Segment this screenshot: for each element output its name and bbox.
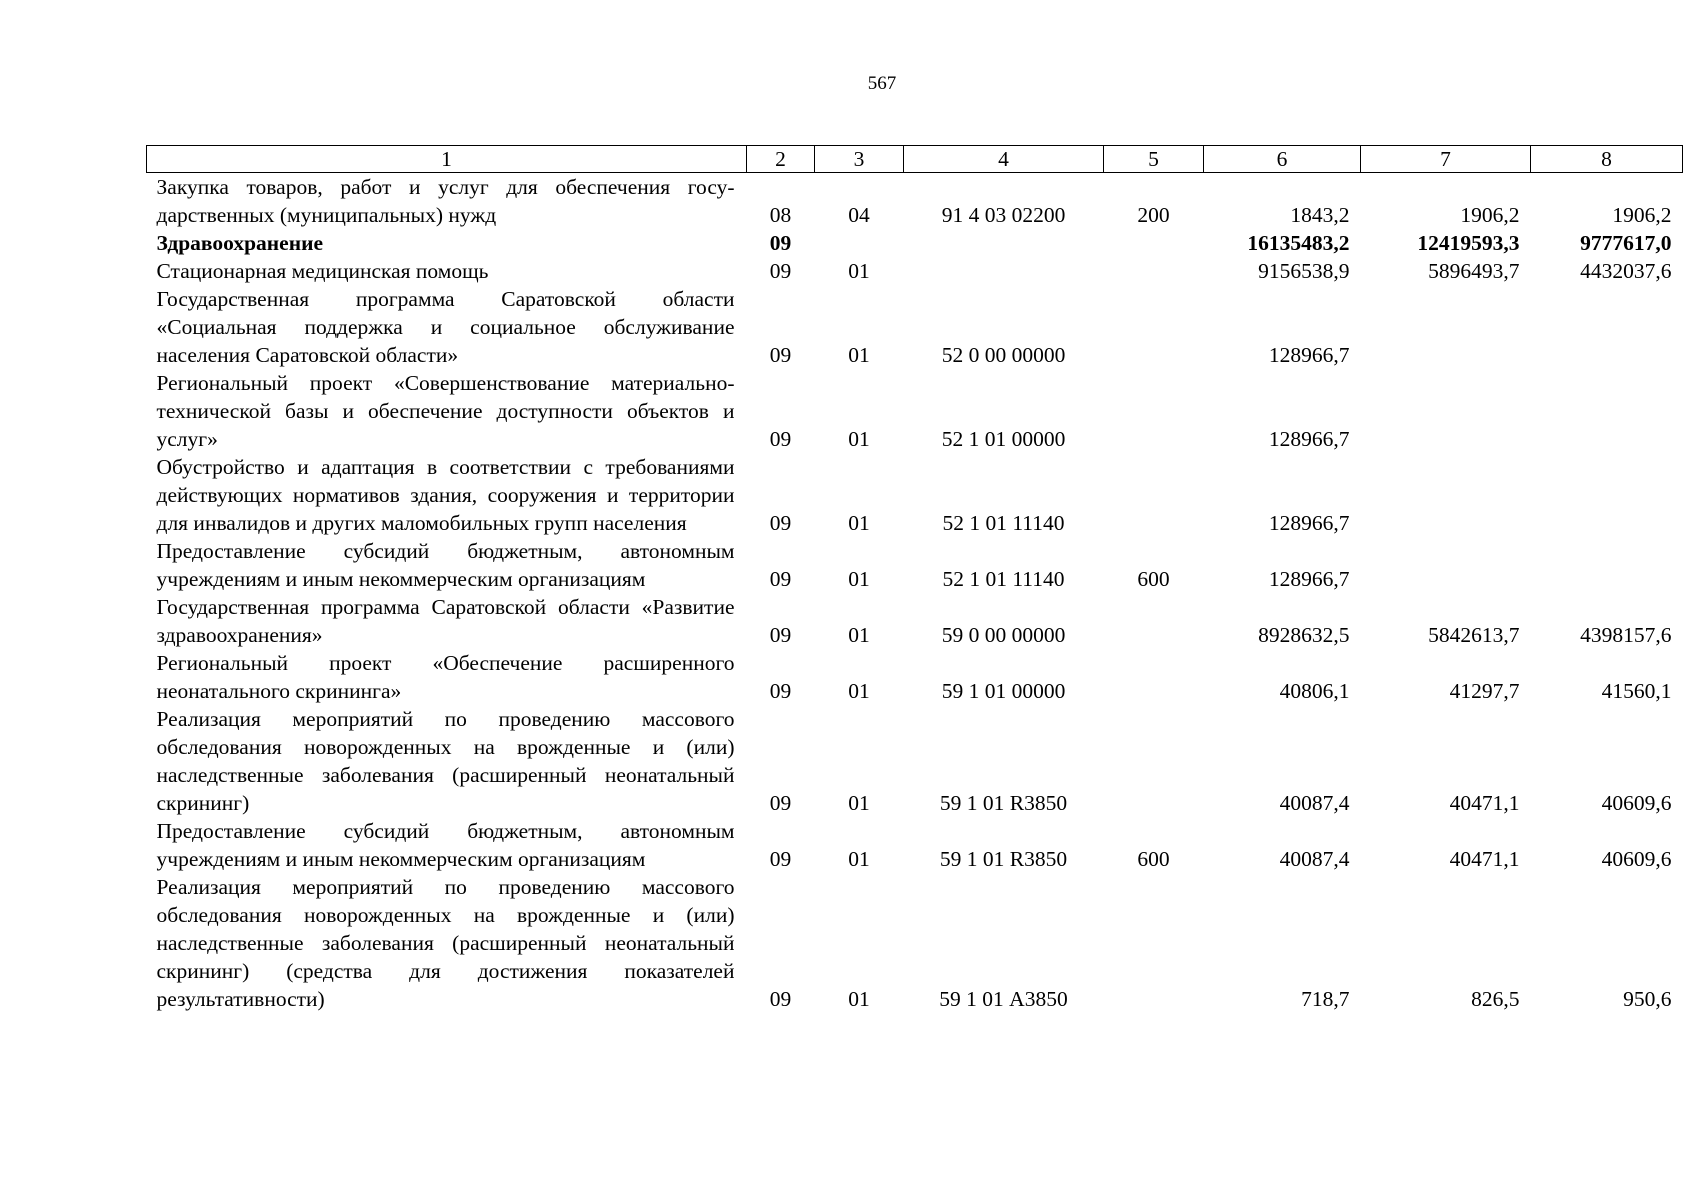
row-amount-col-6: 40087,4 <box>1279 791 1350 815</box>
table-row <box>147 649 1683 705</box>
row-amount-col-8: 9777617,0 <box>1580 231 1672 255</box>
row-section-code: 09 <box>769 791 792 815</box>
header-row <box>147 146 1683 173</box>
row-target-code: 52 0 00 00000 <box>941 343 1066 367</box>
row-expense-type-code: 600 <box>1137 847 1170 871</box>
row-target-code <box>904 229 1104 257</box>
row-name: Предоставление субсидий бюджетным, автономным учреждениям и иным некоммерческим организациям <box>156 819 735 871</box>
table-row <box>147 173 1683 230</box>
row-amount-col-8: 40609,6 <box>1601 847 1672 871</box>
row-name: Здравоохранение <box>156 231 324 255</box>
row-amount-col-6: 718,7 <box>1301 987 1350 1011</box>
row-subsection-code: 01 <box>848 259 870 283</box>
row-amount-col-8: 41560,1 <box>1601 679 1672 703</box>
table-header <box>147 146 1683 173</box>
row-amount-col-6: 40087,4 <box>1279 847 1350 871</box>
row-amount-col-8: 4432037,6 <box>1580 259 1672 283</box>
row-amount-col-6: 1843,2 <box>1290 203 1350 227</box>
row-amount-col-7: 826,5 <box>1471 987 1520 1011</box>
row-amount-col-7: 5896493,7 <box>1428 259 1520 283</box>
row-expense-type-code <box>1104 369 1204 453</box>
row-name: Реализация мероприятий по проведению массового обследования новорожденных на врожденные и (или) наследственные заболевания (расширенный неонатальный скрининг) (средства для достижения показателей результативности) <box>156 875 735 1011</box>
row-name: Предоставление субсидий бюджетным, автономным учреждениям и иным некоммерческим организациям <box>156 539 735 591</box>
row-expense-type-code: 200 <box>1137 203 1170 227</box>
table-row <box>147 285 1683 369</box>
row-amount-col-6: 9156538,9 <box>1258 259 1350 283</box>
row-subsection-code: 01 <box>848 427 870 451</box>
row-section-code: 09 <box>769 567 792 591</box>
row-amount-col-6: 16135483,2 <box>1247 231 1350 255</box>
row-amount-col-6: 128966,7 <box>1268 343 1350 367</box>
row-expense-type-code <box>1104 453 1204 537</box>
header-col-6: 6 <box>1204 146 1361 173</box>
row-section-code: 09 <box>769 259 792 283</box>
row-subsection-code: 01 <box>848 623 870 647</box>
row-amount-col-7 <box>1361 369 1531 453</box>
table-body <box>147 173 1683 1014</box>
table-row <box>147 537 1683 593</box>
row-amount-col-7: 1906,2 <box>1460 203 1520 227</box>
row-section-code: 09 <box>769 847 792 871</box>
row-amount-col-7: 40471,1 <box>1449 847 1520 871</box>
row-expense-type-code <box>1104 229 1204 257</box>
row-amount-col-7 <box>1361 285 1531 369</box>
row-subsection-code: 01 <box>848 847 870 871</box>
row-name: Стационарная медицинская помощь <box>156 259 489 283</box>
row-subsection-code: 01 <box>848 567 870 591</box>
row-name: Реализация мероприятий по проведению массового обследования новорожденных на врожденные и (или) наследственные заболевания (расширенный неонатальный скрининг) <box>156 707 735 815</box>
row-expense-type-code: 600 <box>1137 567 1170 591</box>
row-amount-col-8: 40609,6 <box>1601 791 1672 815</box>
row-section-code: 08 <box>769 203 792 227</box>
row-amount-col-7 <box>1361 537 1531 593</box>
row-expense-type-code <box>1104 285 1204 369</box>
row-target-code: 52 1 01 11140 <box>942 567 1065 591</box>
row-subsection-code: 04 <box>848 203 870 227</box>
row-target-code: 59 1 01 А3850 <box>939 987 1068 1011</box>
row-name: Государственная программа Саратовской области «Социальная поддержка и социальное обслуживание населения Саратовской области» <box>156 287 735 367</box>
row-expense-type-code <box>1104 705 1204 817</box>
row-subsection-code: 01 <box>848 343 870 367</box>
header-col-3: 3 <box>815 146 904 173</box>
row-name: Закупка товаров, работ и услуг для обеспечения государственных (муниципальных) нужд <box>156 175 735 227</box>
row-amount-col-8: 4398157,6 <box>1580 623 1672 647</box>
row-target-code: 59 0 00 00000 <box>941 623 1066 647</box>
table-row <box>147 817 1683 873</box>
table-row <box>147 705 1683 817</box>
table-row <box>147 369 1683 453</box>
row-target-code: 52 1 01 00000 <box>941 427 1066 451</box>
row-section-code: 09 <box>769 623 792 647</box>
row-section-code: 09 <box>769 987 792 1011</box>
header-col-5: 5 <box>1104 146 1204 173</box>
row-subsection-code: 01 <box>848 987 870 1011</box>
row-amount-col-8 <box>1531 369 1683 453</box>
header-col-2: 2 <box>747 146 815 173</box>
row-subsection-code <box>815 229 904 257</box>
row-amount-col-6: 128966,7 <box>1268 567 1350 591</box>
table-row <box>147 593 1683 649</box>
table-row <box>147 453 1683 537</box>
row-name: Региональный проект «Совершенствование материально-технической базы и обеспечение доступности объектов и услуг» <box>156 371 735 451</box>
row-target-code: 59 1 01 R3850 <box>939 847 1068 871</box>
row-amount-col-6: 128966,7 <box>1268 511 1350 535</box>
row-amount-col-6: 40806,1 <box>1279 679 1350 703</box>
row-subsection-code: 01 <box>848 791 870 815</box>
row-section-code: 09 <box>769 679 792 703</box>
row-name: Обустройство и адаптация в соответствии с требованиями действующих нормативов здания, сооружения и территории для инвалидов и других маломобильных групп населения <box>156 455 735 535</box>
header-col-4: 4 <box>904 146 1104 173</box>
row-expense-type-code <box>1104 873 1204 1013</box>
row-amount-col-7: 12419593,3 <box>1417 231 1520 255</box>
row-amount-col-8 <box>1531 453 1683 537</box>
row-name: Государственная программа Саратовской области «Развитие здравоохранения» <box>156 595 735 647</box>
row-target-code <box>904 257 1104 285</box>
row-amount-col-6: 8928632,5 <box>1258 623 1350 647</box>
row-amount-col-8: 950,6 <box>1623 987 1672 1011</box>
row-target-code: 59 1 01 00000 <box>941 679 1066 703</box>
row-subsection-code: 01 <box>848 679 870 703</box>
row-amount-col-7: 40471,1 <box>1449 791 1520 815</box>
row-amount-col-7 <box>1361 453 1531 537</box>
row-target-code: 59 1 01 R3850 <box>939 791 1068 815</box>
row-subsection-code: 01 <box>848 511 870 535</box>
row-section-code: 09 <box>769 231 792 255</box>
row-section-code: 09 <box>769 343 792 367</box>
table-row <box>147 229 1683 257</box>
row-name: Региональный проект «Обеспечение расширенного неонатального скрининга» <box>156 651 735 703</box>
table-row <box>147 873 1683 1013</box>
header-col-7: 7 <box>1361 146 1531 173</box>
row-expense-type-code <box>1104 649 1204 705</box>
row-target-code: 91 4 03 02200 <box>941 203 1066 227</box>
row-amount-col-7: 41297,7 <box>1449 679 1520 703</box>
table-row <box>147 257 1683 285</box>
row-expense-type-code <box>1104 257 1204 285</box>
row-section-code: 09 <box>769 511 792 535</box>
row-amount-col-8 <box>1531 537 1683 593</box>
row-amount-col-8: 1906,2 <box>1612 203 1672 227</box>
row-section-code: 09 <box>769 427 792 451</box>
row-target-code: 52 1 01 11140 <box>942 511 1065 535</box>
header-col-8: 8 <box>1531 146 1683 173</box>
row-amount-col-8 <box>1531 285 1683 369</box>
row-amount-col-7: 5842613,7 <box>1428 623 1520 647</box>
row-amount-col-6: 128966,7 <box>1268 427 1350 451</box>
row-expense-type-code <box>1104 593 1204 649</box>
budget-table <box>146 145 1683 1013</box>
header-col-1: 1 <box>147 146 747 173</box>
page-number: 567 <box>867 73 897 94</box>
